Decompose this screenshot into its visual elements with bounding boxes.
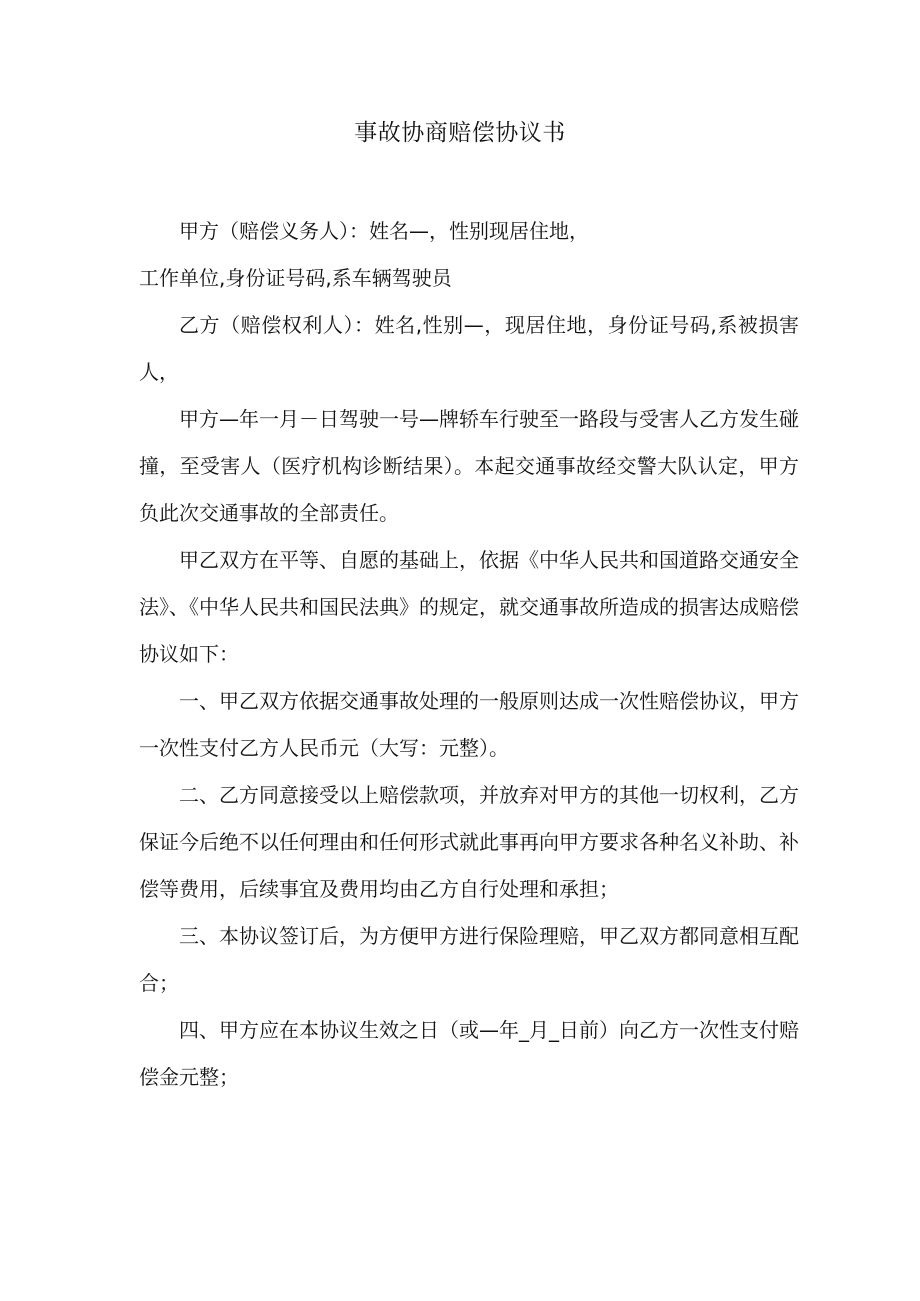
party-a-info: 甲方（赔偿义务人）：姓名—，性别现居住地，: [179, 219, 589, 243]
agreement-basis: 甲乙双方在平等、自愿的基础上，依据《中华人民共和国道路交通安全法》、《中华人民共和国民法典》的规定，就交通事故所造成的损害达成赔偿协议如下：: [139, 548, 799, 666]
clause-3: 三、本协议签订后，为方便甲方进行保险理赔，甲乙双方都同意相互配合；: [139, 924, 799, 995]
clause-4: 四、甲方应在本协议生效之日（或—年_月_日前）向乙方一次性支付赔偿金元整；: [139, 1018, 799, 1089]
accident-description: 甲方—年一月－日驾驶一号—牌轿车行驶至一路段与受害人乙方发生碰撞，至受害人（医疗机构诊断结果）。本起交通事故经交警大队认定，甲方负此次交通事故的全部责任。: [139, 407, 799, 525]
clause-2: 二、乙方同意接受以上赔偿款项，并放弃对甲方的其他一切权利，乙方保证今后绝不以任何理由和任何形式就此事再向甲方要求各种名义补助、补偿等费用，后续事宜及费用均由乙方自行处理和承担；: [139, 783, 799, 901]
party-b-info: 乙方（赔偿权利人）：姓名,性别—，现居住地，身份证号码,系被损害人，: [139, 313, 799, 384]
document-title: 事故协商赔偿协议书: [354, 120, 566, 146]
clause-1: 一、甲乙双方依据交通事故处理的一般原则达成一次性赔偿协议，甲方一次性支付乙方人民币元（大写：元整）。: [139, 689, 799, 760]
document-body: [139, 208, 799, 1101]
party-a-work-info: 工作单位,身份证号码,系车辆驾驶员: [139, 266, 452, 290]
